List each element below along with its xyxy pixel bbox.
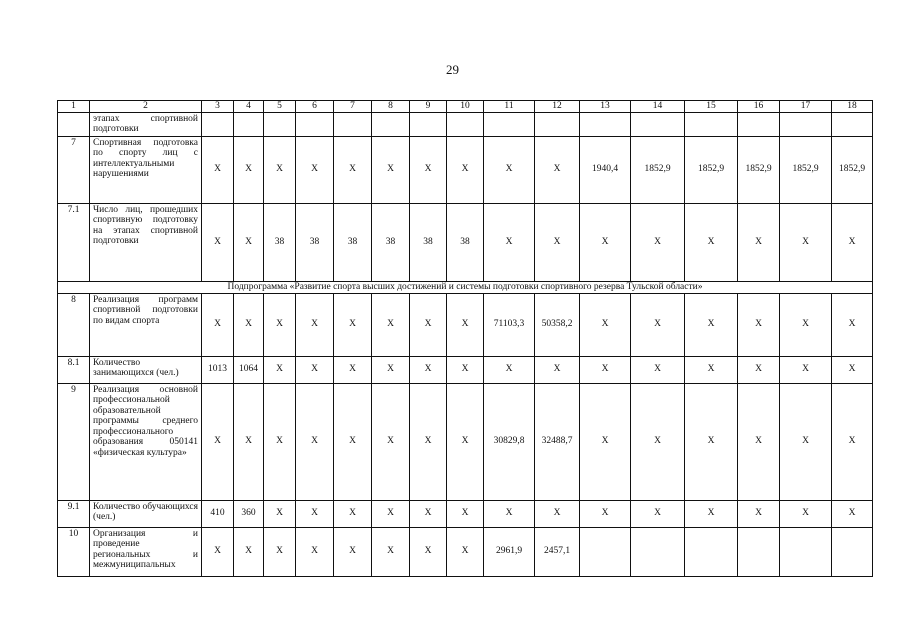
cell: X <box>410 500 447 527</box>
cell: X <box>264 500 296 527</box>
cell <box>580 112 631 136</box>
cell: 2457,1 <box>535 527 580 576</box>
cell: X <box>372 136 410 203</box>
column-header: 15 <box>685 101 738 113</box>
cell: X <box>296 383 334 500</box>
row-number: 8 <box>58 293 90 356</box>
cell: X <box>535 500 580 527</box>
cell: X <box>535 356 580 383</box>
cell: X <box>484 500 535 527</box>
cell: X <box>685 203 738 281</box>
column-header: 9 <box>410 101 447 113</box>
cell <box>264 112 296 136</box>
cell: X <box>372 500 410 527</box>
subprogram-row <box>58 281 873 293</box>
table-row <box>58 383 873 500</box>
cell: X <box>832 383 873 500</box>
cell <box>484 112 535 136</box>
cell: X <box>780 293 832 356</box>
cell: X <box>447 383 484 500</box>
cell: X <box>372 527 410 576</box>
table-row <box>58 112 873 136</box>
table-row <box>58 356 873 383</box>
cell <box>780 527 832 576</box>
row-number: 9 <box>58 383 90 500</box>
cell: X <box>631 203 685 281</box>
cell: 360 <box>234 500 264 527</box>
table-row <box>58 293 873 356</box>
row-number: 7 <box>58 136 90 203</box>
cell <box>234 112 264 136</box>
cell: X <box>264 383 296 500</box>
cell <box>334 112 372 136</box>
cell: 38 <box>264 203 296 281</box>
cell: X <box>738 203 780 281</box>
cell <box>410 112 447 136</box>
cell: X <box>296 500 334 527</box>
cell <box>296 112 334 136</box>
cell: X <box>234 203 264 281</box>
cell: X <box>372 293 410 356</box>
cell: X <box>296 136 334 203</box>
column-header: 4 <box>234 101 264 113</box>
column-header: 11 <box>484 101 535 113</box>
cell: X <box>202 293 234 356</box>
column-header: 16 <box>738 101 780 113</box>
cell: X <box>580 383 631 500</box>
row-name: Спортивная подготовка по спорту лиц с интеллектуальными нарушениями <box>90 136 202 203</box>
cell: X <box>264 527 296 576</box>
cell <box>738 112 780 136</box>
cell: X <box>447 356 484 383</box>
cell: X <box>234 527 264 576</box>
cell: X <box>484 203 535 281</box>
cell: X <box>447 527 484 576</box>
cell: X <box>447 136 484 203</box>
cell: X <box>234 383 264 500</box>
row-number <box>58 112 90 136</box>
table-row <box>58 136 873 203</box>
page-number: 29 <box>446 62 459 77</box>
cell: X <box>264 293 296 356</box>
column-header: 3 <box>202 101 234 113</box>
cell: 1852,9 <box>631 136 685 203</box>
cell: X <box>738 293 780 356</box>
cell: X <box>780 500 832 527</box>
cell <box>580 527 631 576</box>
cell: X <box>334 383 372 500</box>
cell: X <box>535 136 580 203</box>
cell: X <box>202 136 234 203</box>
cell: X <box>484 136 535 203</box>
cell: 38 <box>372 203 410 281</box>
cell: X <box>410 293 447 356</box>
cell: X <box>832 500 873 527</box>
cell: 1852,9 <box>832 136 873 203</box>
row-name: Число лиц, прошедших спортивную подготовку на этапах спортивной подготовки <box>90 203 202 281</box>
cell: X <box>372 356 410 383</box>
cell: X <box>780 383 832 500</box>
cell: 38 <box>296 203 334 281</box>
column-header: 14 <box>631 101 685 113</box>
cell: 50358,2 <box>535 293 580 356</box>
cell <box>685 112 738 136</box>
cell: X <box>685 500 738 527</box>
cell: X <box>334 136 372 203</box>
row-number: 8.1 <box>58 356 90 383</box>
column-header: 2 <box>90 101 202 113</box>
cell: X <box>202 383 234 500</box>
cell: X <box>631 356 685 383</box>
header-row <box>58 101 873 113</box>
cell: X <box>334 356 372 383</box>
row-name: Реализация программ спортивной подготовки по видам спорта <box>90 293 202 356</box>
row-name: Реализация основной профессиональной образовательной программы среднего профессионального образования 050141 «физическая культура» <box>90 383 202 500</box>
cell: X <box>202 203 234 281</box>
cell: 1013 <box>202 356 234 383</box>
cell <box>631 527 685 576</box>
row-name: Организация и проведение региональных и межмуниципальных <box>90 527 202 576</box>
cell: X <box>484 356 535 383</box>
cell: X <box>264 136 296 203</box>
cell: 410 <box>202 500 234 527</box>
column-header: 1 <box>58 101 90 113</box>
cell: X <box>780 203 832 281</box>
cell: X <box>832 203 873 281</box>
cell: X <box>372 383 410 500</box>
cell: X <box>780 356 832 383</box>
cell: X <box>738 383 780 500</box>
column-header: 8 <box>372 101 410 113</box>
row-name: Количество обучающихся (чел.) <box>90 500 202 527</box>
column-header: 17 <box>780 101 832 113</box>
subprogram-title: Подпрограмма «Развитие спорта высших достижений и системы подготовки спортивного резерва Тульской области» <box>58 281 873 293</box>
cell: 1852,9 <box>685 136 738 203</box>
cell: 38 <box>334 203 372 281</box>
cell: X <box>738 356 780 383</box>
cell: X <box>832 356 873 383</box>
row-number: 7.1 <box>58 203 90 281</box>
cell: 38 <box>410 203 447 281</box>
cell <box>685 527 738 576</box>
column-header: 5 <box>264 101 296 113</box>
cell <box>631 112 685 136</box>
cell <box>535 112 580 136</box>
cell: 30829,8 <box>484 383 535 500</box>
cell <box>447 112 484 136</box>
cell: X <box>410 383 447 500</box>
cell: X <box>580 203 631 281</box>
cell <box>372 112 410 136</box>
column-header: 6 <box>296 101 334 113</box>
cell: X <box>234 136 264 203</box>
cell: 1852,9 <box>780 136 832 203</box>
cell <box>780 112 832 136</box>
row-number: 10 <box>58 527 90 576</box>
cell: X <box>447 500 484 527</box>
cell <box>202 112 234 136</box>
cell: X <box>832 293 873 356</box>
cell: 38 <box>447 203 484 281</box>
cell: 2961,9 <box>484 527 535 576</box>
cell: X <box>410 527 447 576</box>
table-row <box>58 500 873 527</box>
cell: X <box>410 136 447 203</box>
column-header: 10 <box>447 101 484 113</box>
cell: 71103,3 <box>484 293 535 356</box>
row-name: Количество занимающихся (чел.) <box>90 356 202 383</box>
column-header: 7 <box>334 101 372 113</box>
cell: X <box>202 527 234 576</box>
data-table <box>57 100 873 577</box>
cell: X <box>234 293 264 356</box>
column-header: 12 <box>535 101 580 113</box>
row-number: 9.1 <box>58 500 90 527</box>
cell: X <box>535 203 580 281</box>
column-header: 18 <box>832 101 873 113</box>
cell: X <box>685 293 738 356</box>
cell: X <box>447 293 484 356</box>
cell: X <box>580 356 631 383</box>
cell: X <box>264 356 296 383</box>
cell <box>832 527 873 576</box>
cell: X <box>631 293 685 356</box>
table-row <box>58 527 873 576</box>
cell: X <box>410 356 447 383</box>
cell: 1940,4 <box>580 136 631 203</box>
cell: X <box>685 383 738 500</box>
cell: X <box>685 356 738 383</box>
cell: 32488,7 <box>535 383 580 500</box>
cell: 1852,9 <box>738 136 780 203</box>
cell: X <box>580 500 631 527</box>
cell: X <box>296 293 334 356</box>
cell: X <box>334 293 372 356</box>
cell: X <box>631 383 685 500</box>
row-name: этапах спортивной подготовки <box>90 112 202 136</box>
cell: 1064 <box>234 356 264 383</box>
cell: X <box>631 500 685 527</box>
cell: X <box>738 500 780 527</box>
cell: X <box>580 293 631 356</box>
cell: X <box>334 500 372 527</box>
cell: X <box>334 527 372 576</box>
cell <box>738 527 780 576</box>
cell: X <box>296 356 334 383</box>
table-row <box>58 203 873 281</box>
cell: X <box>296 527 334 576</box>
column-header: 13 <box>580 101 631 113</box>
cell <box>832 112 873 136</box>
